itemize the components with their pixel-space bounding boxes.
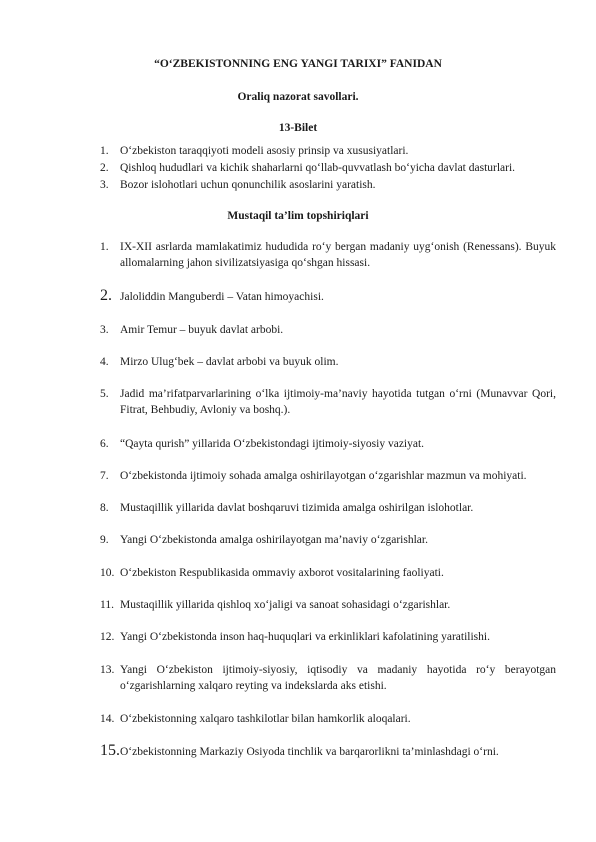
item-text: Bozor islohotlari uchun qonunchilik asoslarini yaratish. [120, 179, 376, 191]
item-number: 8. [100, 502, 109, 514]
section-title: Mustaqil ta’lim topshiriqlari [227, 210, 369, 222]
ticket-number: 13-Bilet [278, 122, 318, 134]
item-text: IX-XII asrlarda mamlakatimiz hududida ro‘y bergan madaniy uyg‘onish (Renessans). Buyuk allomalarning jahon sivilizatsiyasiga qo‘shgan hissasi. [120, 241, 556, 269]
item-number: 15. [100, 742, 120, 759]
item-number: 6. [100, 438, 109, 450]
item-number: 14. [100, 713, 115, 725]
item-text: O‘zbekistonning xalqaro tashkilotlar bilan hamkorlik aloqalari. [120, 713, 411, 725]
item-text: Mirzo Ulug‘bek – davlat arbobi va buyuk olim. [120, 356, 339, 368]
document-title: “O‘ZBEKISTONNING ENG YANGI TARIXI” FANIDAN [154, 58, 442, 70]
item-number: 5. [100, 388, 109, 400]
item-number: 1. [100, 241, 109, 253]
item-text: Amir Temur – buyuk davlat arbobi. [120, 324, 284, 336]
item-number: 10. [100, 567, 115, 579]
item-number: 3. [100, 324, 109, 336]
item-text: O‘zbekistonning Markaziy Osiyoda tinchlik va barqarorlikni ta’minlashdagi o‘rni. [120, 746, 499, 758]
item-text: Yangi O‘zbekiston ijtimoiy-siyosiy, iqtisodiy va madaniy hayotida ro‘y berayotgan o‘zgarishlarning xalqaro reyting va indekslarda aks etishi. [120, 664, 556, 692]
item-number: 11. [100, 599, 114, 611]
item-text: O‘zbekiston taraqqiyoti modeli asosiy prinsip va xususiyatlari. [120, 145, 409, 157]
item-number: 13. [100, 664, 115, 676]
item-number: 7. [100, 470, 109, 482]
document-subtitle: Oraliq nazorat savollari. [237, 91, 359, 103]
item-number: 3. [100, 179, 109, 191]
item-text: Yangi O‘zbekistonda amalga oshirilayotgan ma’naviy o‘zgarishlar. [120, 534, 428, 546]
item-number: 1. [100, 145, 109, 157]
item-text: Mustaqillik yillarida qishloq xo‘jaligi va sanoat sohasidagi o‘zgarishlar. [120, 599, 451, 611]
item-text: Jadid ma’rifatparvarlarining o‘lka ijtimoiy-ma’naviy hayotida tutgan o‘rni (Munavvar Qori, Fitrat, Behbudiy, Avloniy va boshq.). [120, 388, 556, 416]
item-number: 9. [100, 534, 109, 546]
item-text: Mustaqillik yillarida davlat boshqaruvi tizimida amalga oshirilgan islohotlar. [120, 502, 474, 514]
item-text: O‘zbekistonda ijtimoiy sohada amalga oshirilayotgan o‘zgarishlar mazmun va mohiyati. [120, 470, 527, 482]
item-text: Qishloq hududlari va kichik shaharlarni qo‘llab-quvvatlash bo‘yicha davlat dasturlari. [120, 162, 516, 174]
item-text: Jaloliddin Manguberdi – Vatan himoyachisi. [120, 291, 324, 303]
item-number: 4. [100, 356, 109, 368]
item-number: 2. [100, 287, 112, 304]
item-text: “Qayta qurish” yillarida O‘zbekistondagi ijtimoiy-siyosiy vaziyat. [120, 438, 425, 450]
item-number: 2. [100, 162, 109, 174]
item-text: Yangi O‘zbekistonda inson haq-huquqlari va erkinliklari kafolatining yaratilishi. [120, 631, 490, 643]
item-number: 12. [100, 631, 115, 643]
item-text: O‘zbekiston Respublikasida ommaviy axborot vositalarining faoliyati. [120, 567, 444, 579]
